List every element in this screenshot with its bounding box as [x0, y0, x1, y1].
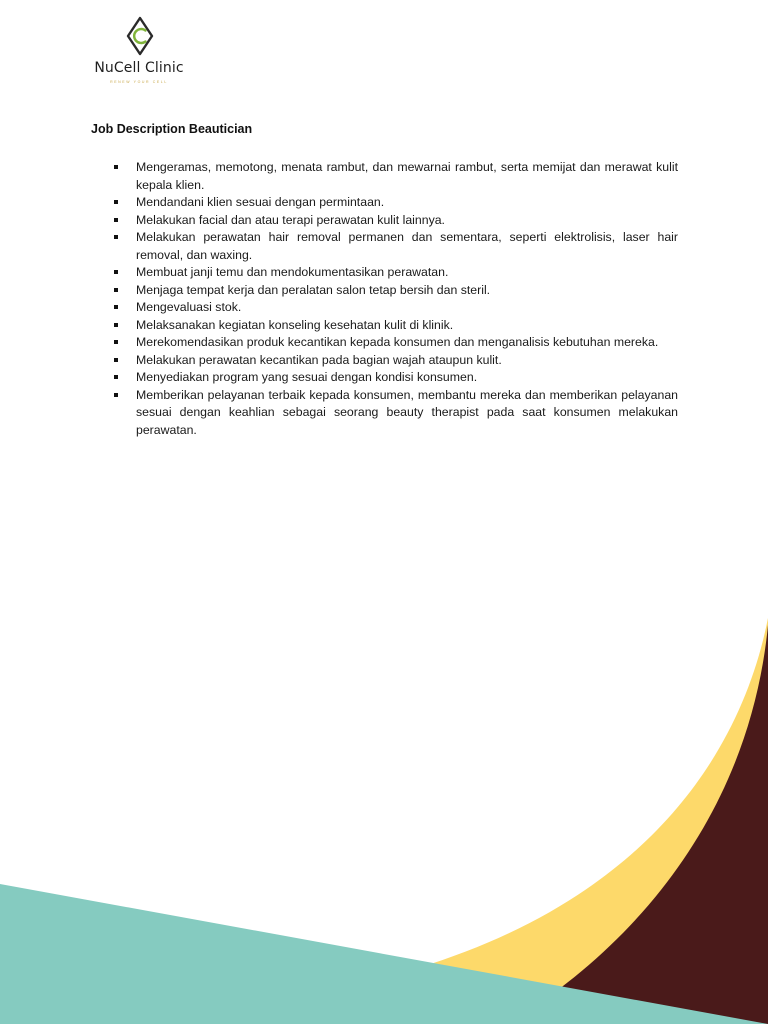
- list-item: [112, 387, 678, 440]
- square-bullet-icon: [114, 375, 118, 379]
- clinic-tagline: RENEW YOUR CELL: [110, 80, 168, 84]
- duty-text: Melakukan perawatan kecantikan pada bagian wajah ataupun kulit.: [136, 352, 502, 367]
- nucell-diamond-logo-icon: [125, 16, 155, 56]
- list-item: [112, 229, 678, 264]
- duty-text: Merekomendasikan produk kecantikan kepada konsumen dan menganalisis kebutuhan mereka.: [136, 335, 659, 349]
- square-bullet-icon: [114, 393, 118, 397]
- list-item: [112, 352, 678, 370]
- square-bullet-icon: [114, 235, 118, 239]
- square-bullet-icon: [114, 358, 118, 362]
- list-item: [112, 264, 678, 282]
- duty-text: Melakukan perawatan hair removal permanen dan sementara, seperti elektrolisis, laser hair removal, dan waxing.: [136, 230, 678, 262]
- duty-text: Mengeramas, memotong, menata rambut, dan mewarnai rambut, serta memijat dan merawat kulit kepala klien.: [136, 160, 678, 192]
- document-title: Job Description Beautician: [91, 122, 253, 136]
- square-bullet-icon: [114, 218, 118, 222]
- list-item: [112, 194, 678, 212]
- square-bullet-icon: [114, 165, 118, 169]
- duties-list: [112, 159, 678, 439]
- list-item: [112, 212, 678, 230]
- list-item: [112, 317, 678, 335]
- square-bullet-icon: [114, 200, 118, 204]
- duty-text: Menyediakan program yang sesuai dengan kondisi konsumen.: [136, 370, 478, 384]
- clinic-logo: [88, 16, 190, 84]
- duty-text: Mendandani klien sesuai dengan permintaan.: [136, 195, 385, 209]
- list-item: [112, 369, 678, 387]
- duty-text: Melakukan facial dan atau terapi perawatan kulit lainnya.: [136, 212, 445, 227]
- square-bullet-icon: [114, 305, 118, 309]
- square-bullet-icon: [114, 270, 118, 274]
- square-bullet-icon: [114, 288, 118, 292]
- duty-text: Melaksanakan kegiatan konseling kesehatan kulit di klinik.: [136, 317, 454, 332]
- duty-text: Membuat janji temu dan mendokumentasikan perawatan.: [136, 265, 449, 279]
- duty-text: Memberikan pelayanan terbaik kepada konsumen, membantu mereka dan memberikan pelayanan sesuai dengan keahlian sebagai seorang beauty therapist pada saat konsumen melakukan perawatan.: [136, 387, 678, 437]
- list-item: [112, 334, 678, 352]
- list-item: [112, 299, 678, 317]
- square-bullet-icon: [114, 340, 118, 344]
- list-item: [112, 159, 678, 194]
- list-item: [112, 282, 678, 300]
- duty-text: Menjaga tempat kerja dan peralatan salon tetap bersih dan steril.: [136, 282, 491, 297]
- clinic-name: NuCell Clinic: [94, 60, 184, 76]
- duty-text: Mengevaluasi stok.: [136, 300, 242, 314]
- square-bullet-icon: [114, 323, 118, 327]
